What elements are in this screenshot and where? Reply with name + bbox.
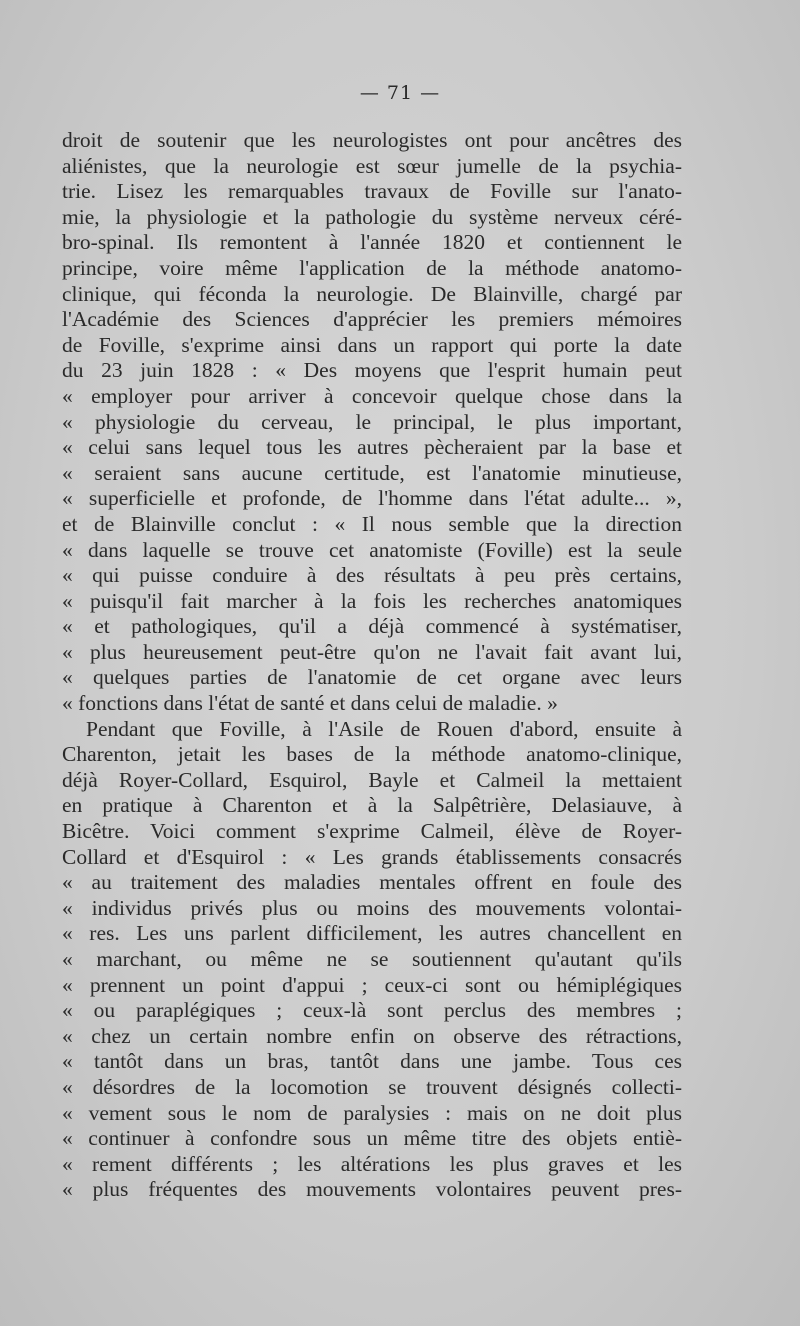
text-line: « chez un certain nombre enfin on observe des rétractions,	[62, 1023, 682, 1048]
text-line: trie. Lisez les remarquables travaux de Foville sur l'anato-	[62, 179, 682, 204]
text-line: de Foville, s'exprime ainsi dans un rapport qui porte la date	[62, 332, 682, 357]
text-line: « tantôt dans un bras, tantôt dans une jambe. Tous ces	[62, 1049, 682, 1074]
text-line: « superficielle et profonde, de l'homme dans l'état adulte... »,	[62, 486, 682, 511]
text-line: mie, la physiologie et la pathologie du système nerveux céré-	[62, 204, 682, 229]
text-line: « ou paraplégiques ; ceux-là sont perclus des membres ;	[62, 998, 682, 1023]
text-line: et de Blainville conclut : « Il nous semble que la direction	[62, 511, 682, 536]
text-line: « au traitement des maladies mentales offrent en foule des	[62, 870, 682, 895]
text-line: Collard et d'Esquirol : « Les grands établissements consacrés	[62, 844, 682, 869]
text-line: Bicêtre. Voici comment s'exprime Calmeil, élève de Royer-	[62, 819, 682, 844]
text-line: « dans laquelle se trouve cet anatomiste (Foville) est la seule	[62, 537, 682, 562]
text-line: « marchant, ou même ne se soutiennent qu'autant qu'ils	[62, 947, 682, 971]
text-line: « plus heureusement peut-être qu'on ne l'avait fait avant lui,	[62, 639, 682, 664]
text-line: « seraient sans aucune certitude, est l'anatomie minutieuse,	[62, 460, 682, 485]
text-line: « qui puisse conduire à des résultats à peu près certains,	[62, 563, 682, 588]
page-number: — 71 —	[359, 82, 441, 104]
text-line: « fonctions dans l'état de santé et dans celui de maladie. »	[62, 691, 558, 716]
text-line: « et pathologiques, qu'il a déjà commencé à systématiser,	[62, 614, 682, 639]
text-line: « vement sous le nom de paralysies : mais on ne doit plus	[62, 1100, 682, 1125]
text-line: « physiologie du cerveau, le principal, le plus important,	[62, 409, 682, 434]
paragraph-start-line: Pendant que Foville, à l'Asile de Rouen d'abord, ensuite à	[86, 716, 682, 741]
text-line: « rement différents ; les altérations les plus graves et les	[62, 1151, 682, 1176]
text-line: « employer pour arriver à concevoir quelque chose dans la	[62, 383, 682, 408]
text-line: déjà Royer-Collard, Esquirol, Bayle et Calmeil la mettaient	[62, 767, 682, 792]
text-line: « continuer à confondre sous un même titre des objets entiè-	[62, 1126, 682, 1151]
text-line: Charenton, jetait les bases de la méthode anatomo-clinique,	[62, 742, 682, 767]
text-line: « désordres de la locomotion se trouvent désignés collecti-	[62, 1074, 682, 1099]
text-line: en pratique à Charenton et à la Salpêtrière, Delasiauve, à	[62, 793, 682, 818]
text-line: « celui sans lequel tous les autres pècheraient par la base et	[62, 435, 682, 460]
body-text	[62, 128, 682, 1203]
text-line: du 23 juin 1828 : « Des moyens que l'esprit humain peut	[62, 358, 682, 383]
text-line: bro-spinal. Ils remontent à l'année 1820 et contiennent le	[62, 230, 682, 255]
text-line: principe, voire même l'application de la méthode anatomo-	[62, 255, 682, 280]
text-line: clinique, qui féconda la neurologie. De Blainville, chargé par	[62, 281, 682, 306]
text-line: « plus fréquentes des mouvements volontaires peuvent pres-	[62, 1177, 682, 1202]
text-line: « res. Les uns parlent difficilement, les autres chancellent en	[62, 921, 682, 946]
text-line: l'Académie des Sciences d'apprécier les premiers mémoires	[62, 307, 682, 332]
text-line: « quelques parties de l'anatomie de cet organe avec leurs	[62, 665, 682, 690]
text-line: aliénistes, que la neurologie est sœur jumelle de la psychia-	[62, 153, 682, 178]
text-line: « individus privés plus ou moins des mouvements volontai-	[62, 895, 682, 920]
text-line: droit de soutenir que les neurologistes ont pour ancêtres des	[62, 128, 682, 152]
text-line: « puisqu'il fait marcher à la fois les recherches anatomiques	[62, 588, 682, 613]
text-line: « prennent un point d'appui ; ceux-ci sont ou hémiplégiques	[62, 972, 682, 997]
